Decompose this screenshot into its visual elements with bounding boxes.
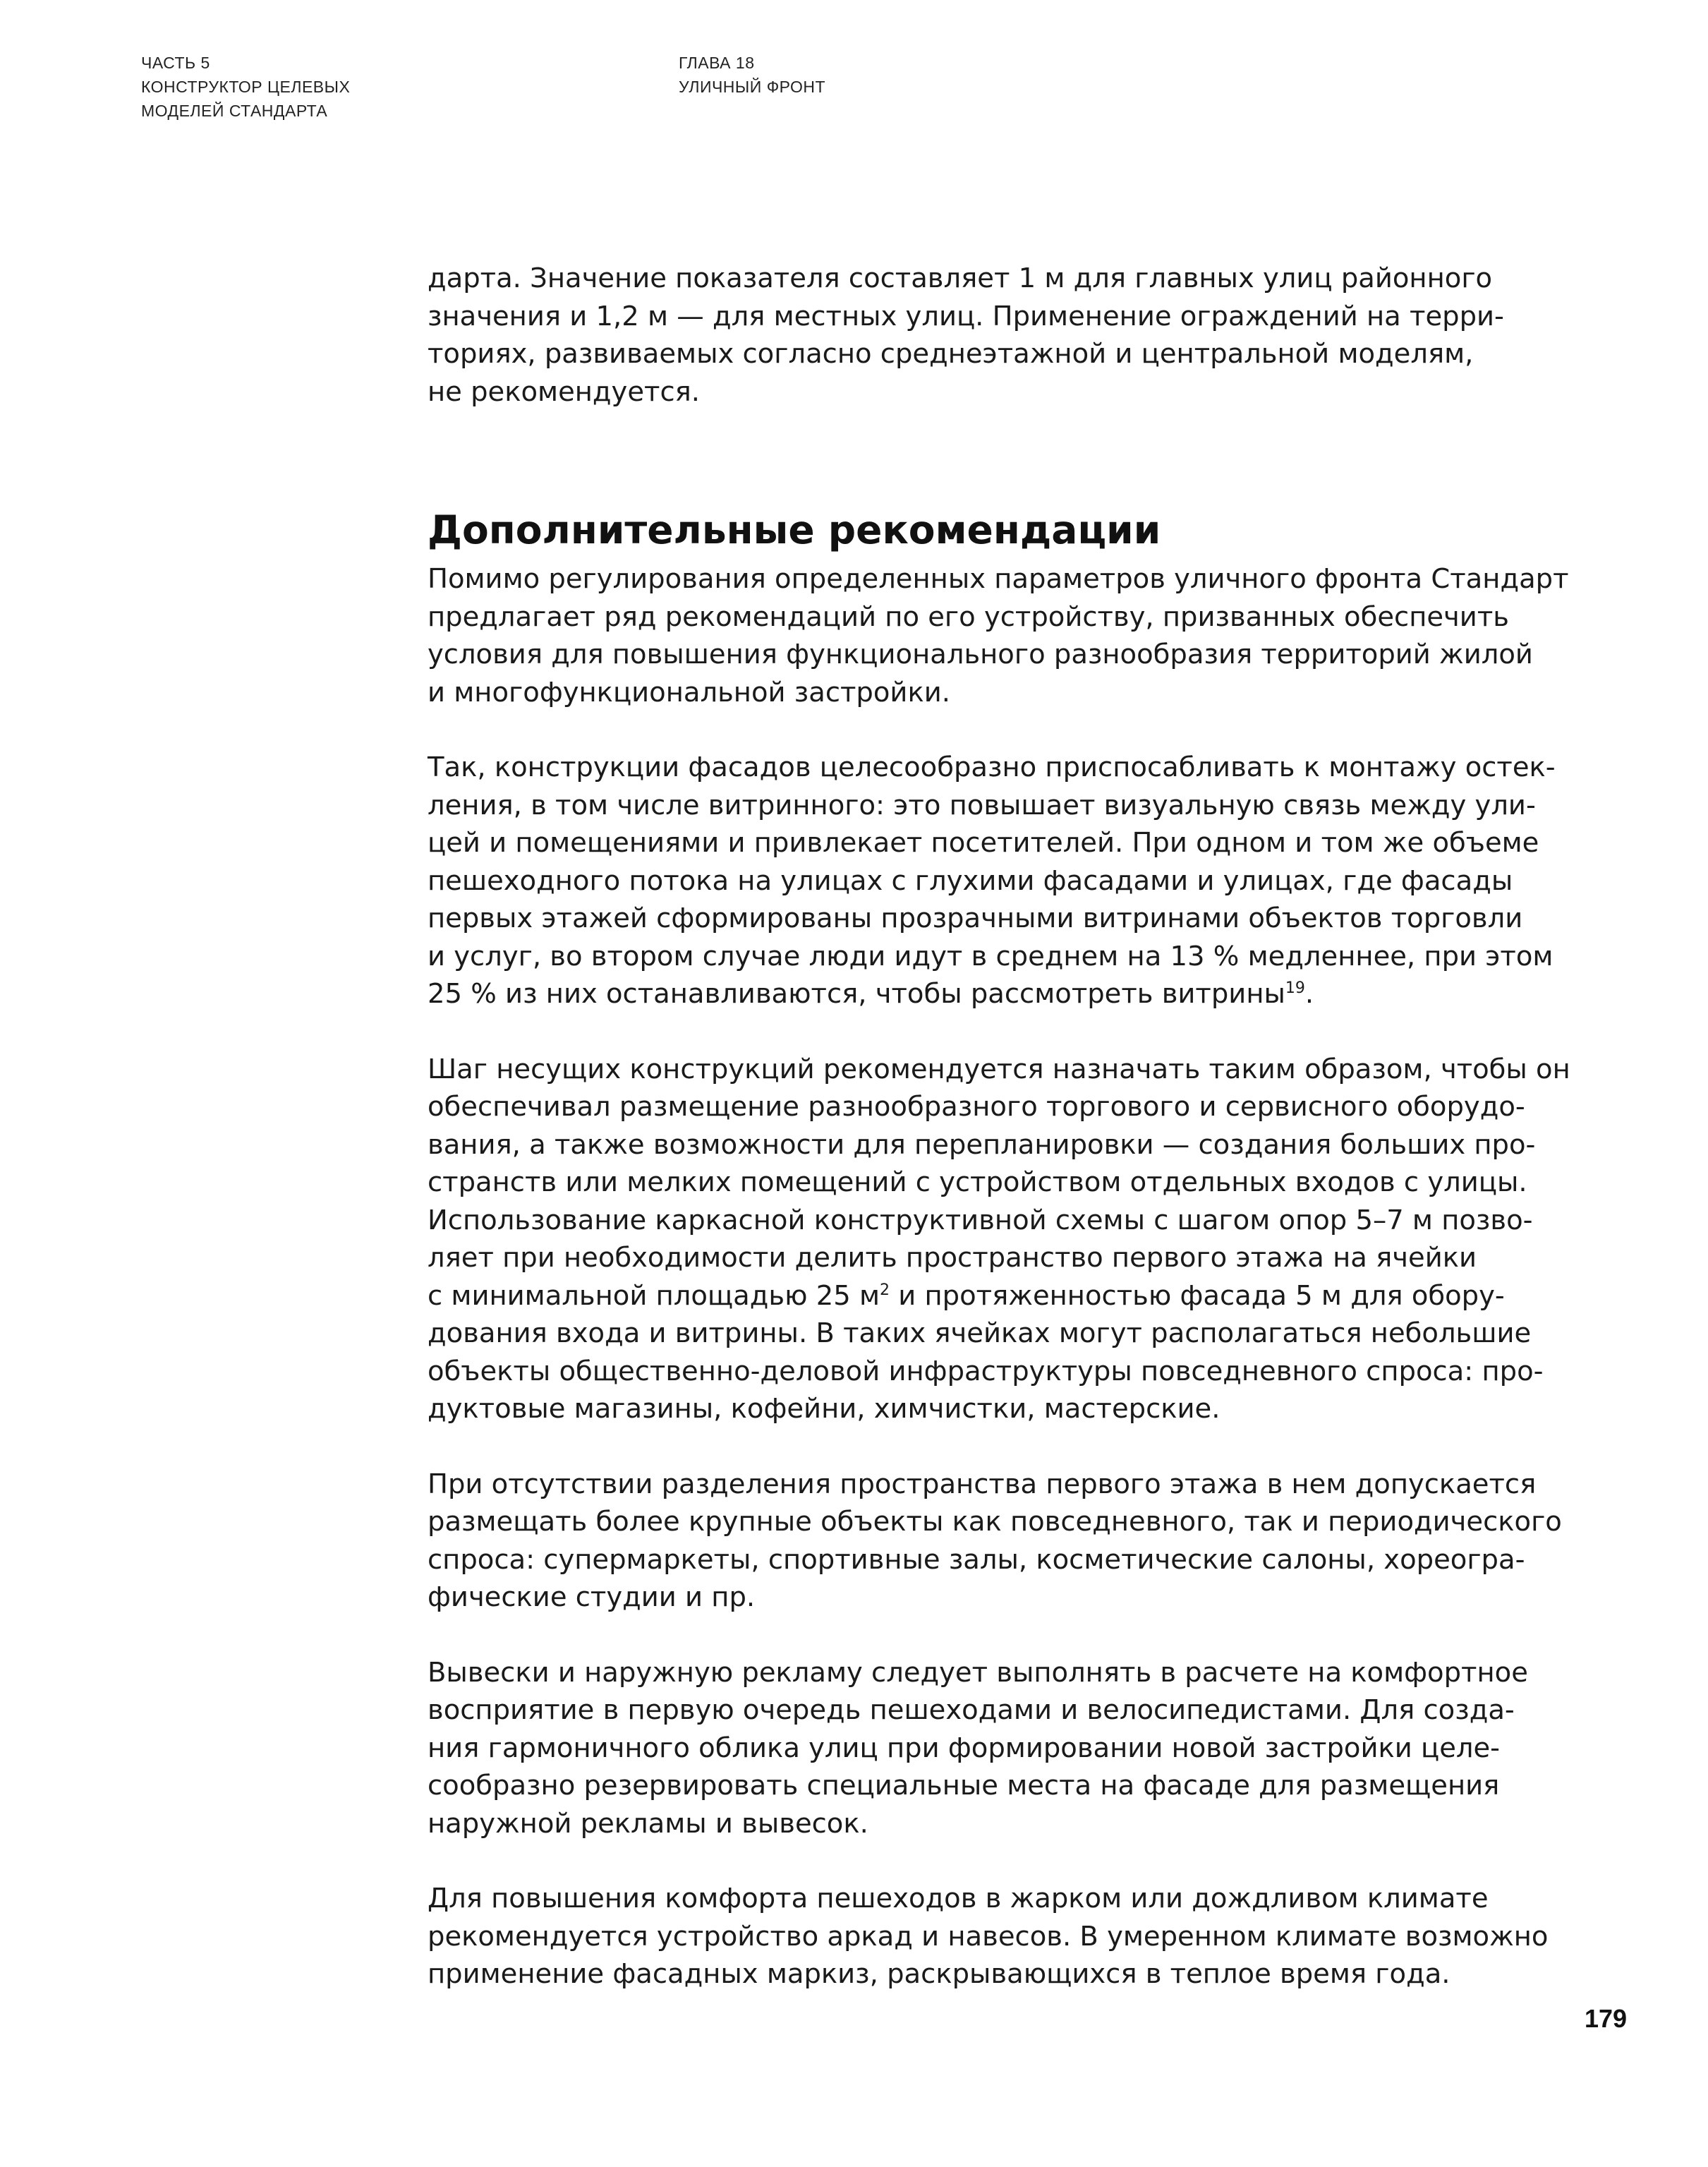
paragraph-5 — [428, 1654, 1542, 1843]
text-fragment: . — [1304, 978, 1314, 1010]
text-line: объекты общественно-деловой инфраструктуры повседневного спроса: про- — [428, 1355, 1544, 1387]
paragraph-2 — [428, 749, 1556, 1013]
text-line: дования входа и витрины. В таких ячейках могут располагаться небольшие — [428, 1317, 1532, 1349]
text-line: дуктовые магазины, кофейни, химчистки, мастерские. — [428, 1393, 1221, 1425]
text-line: цей и помещениями и привлекает посетителей. При одном и том же объеме — [428, 827, 1539, 859]
text-line: условия для повышения функционального разнообразия территорий жилой — [428, 639, 1533, 670]
text-line: значения и 1,2 м — для местных улиц. Применение ограждений на терри- — [428, 300, 1504, 332]
text-line: спроса: супермаркеты, спортивные залы, косметические салоны, хореогра- — [428, 1543, 1525, 1576]
footnote-ref: 19 — [1285, 979, 1305, 998]
text-fragment: и протяженностью фасада 5 м для обору- — [890, 1279, 1505, 1312]
text-line: вания, а также возможности для перепланировки — создания больших про- — [428, 1128, 1536, 1161]
text-line: не рекомендуется. — [428, 375, 701, 408]
page-number: 179 — [1585, 2004, 1628, 2033]
text-line: и услуг, во втором случае люди идут в среднем на 13 % медленнее, при этом — [428, 940, 1553, 972]
section-heading: Дополнительные рекомендации — [428, 507, 1161, 553]
running-head-part-line: МОДЕЛЕЙ СТАНДАРТА — [141, 102, 328, 120]
text-line: Помимо регулирования определенных параметров уличного фронта Стандарт — [428, 563, 1569, 595]
text-line-with-superscript — [428, 1277, 1542, 1315]
text-line: При отсутствии разделения пространства первого этажа в нем допускается — [428, 1468, 1537, 1500]
text-fragment: 25 % из них останавливаются, чтобы рассмотреть витрины — [428, 978, 1285, 1010]
text-line: Для повышения комфорта пешеходов в жарком или дождливом климате — [428, 1883, 1489, 1914]
paragraph-1 — [428, 560, 1569, 711]
text-line: и многофункциональной застройки. — [428, 676, 950, 708]
text-line-with-footnote — [428, 975, 1542, 1013]
text-line: Вывески и наружную рекламу следует выполнять в расчете на комфортное — [428, 1656, 1528, 1689]
text-line: ториях, развиваемых согласно среднеэтажной и центральной моделям, — [428, 338, 1474, 370]
text-line: Шаг несущих конструкций рекомендуется назначать таким образом, чтобы он — [428, 1053, 1570, 1085]
text-line: рекомендуется устройство аркад и навесов. В умеренном климате возможно — [428, 1920, 1549, 1952]
text-line: Так, конструкции фасадов целесообразно приспосабливать к монтажу остек- — [428, 751, 1556, 783]
text-line: Использование каркасной конструктивной схемы с шагом опор 5–7 м позво- — [428, 1204, 1533, 1236]
text-column — [428, 260, 1570, 1993]
text-line: дарта. Значение показателя составляет 1 м для главных улиц районного — [428, 262, 1493, 294]
running-head-part — [141, 51, 350, 123]
text-line: сообразно резервировать специальные места на фасаде для размещения — [428, 1770, 1500, 1801]
running-head-chapter-line: УЛИЧНЫЙ ФРОНТ — [679, 78, 826, 96]
text-line: обеспечивал размещение разнообразного торгового и сервисного оборудо- — [428, 1091, 1525, 1123]
paragraph-3 — [428, 1051, 1570, 1428]
text-line: наружной рекламы и вывесок. — [428, 1807, 868, 1840]
text-line: восприятие в первую очередь пешеходами и велосипедистами. Для созда- — [428, 1694, 1515, 1726]
text-line: ления, в том числе витринного: это повышает визуальную связь между ули- — [428, 789, 1536, 821]
running-head-part-line: ЧАСТЬ 5 — [141, 54, 210, 72]
running-head-chapter — [679, 51, 825, 99]
text-line: применение фасадных маркиз, раскрывающихся в теплое время года. — [428, 1958, 1450, 1990]
running-head-chapter-line: ГЛАВА 18 — [679, 54, 755, 72]
unit-superscript: 2 — [880, 1281, 890, 1299]
running-head-part-line: КОНСТРУКТОР ЦЕЛЕВЫХ — [141, 78, 351, 96]
text-line: ляет при необходимости делить пространство первого этажа на ячейки — [428, 1242, 1477, 1274]
text-line: странств или мелких помещений с устройством отдельных входов с улицы. — [428, 1166, 1527, 1198]
paragraph-6 — [428, 1880, 1549, 1993]
text-line: ния гармоничного облика улиц при формировании новой застройки целе- — [428, 1732, 1501, 1764]
text-line: пешеходного потока на улицах с глухими фасадами и улицах, где фасады — [428, 864, 1513, 897]
text-line: первых этажей сформированы прозрачными витринами объектов торговли — [428, 903, 1523, 934]
text-line: фические студии и пр. — [428, 1581, 756, 1613]
text-fragment: с минимальной площадью 25 м — [428, 1279, 880, 1312]
paragraph-4 — [428, 1466, 1562, 1617]
intro-paragraph — [428, 260, 1542, 411]
text-line: размещать более крупные объекты как повседневного, так и периодического — [428, 1506, 1562, 1538]
text-line: предлагает ряд рекомендаций по его устройству, призванных обеспечить — [428, 600, 1509, 633]
